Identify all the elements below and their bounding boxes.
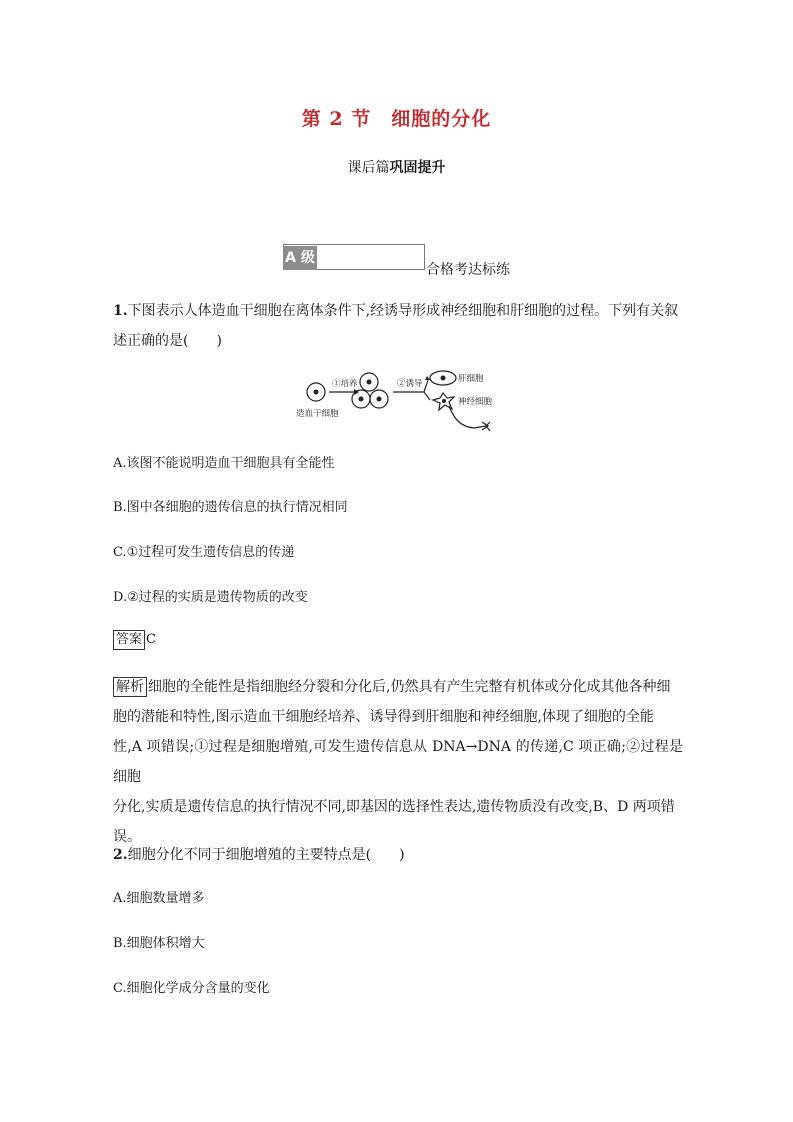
analysis-line: 分化,实质是遗传信息的执行情况不同,即基因的选择性表达,遗传物质没有改变,B、D 两项错 <box>113 799 675 815</box>
analysis-line <box>113 672 683 702</box>
analysis-line: 胞的潜能和特性,图示造血干细胞经培养、诱导得到肝细胞和神经细胞,体现了细胞的全能 <box>113 709 654 725</box>
question-1-answer <box>113 630 156 650</box>
question-1-stem-text-1: 下图表示人体造血干细胞在离体条件下,经诱导形成神经细胞和肝细胞的过程。下列有关叙 <box>127 303 679 319</box>
question-2-stem-text: 细胞分化不同于细胞增殖的主要特点是( ) <box>127 847 405 863</box>
question-2-stem <box>113 840 683 870</box>
question-2-option-a: A.细胞数量增多 <box>113 891 205 906</box>
question-1-stem-line-2: 述正确的是( ) <box>113 333 222 349</box>
page-subtitle <box>0 157 793 177</box>
level-text: 合格考达标练 <box>426 262 510 278</box>
label-nerve-cell: 神经细胞 <box>458 397 493 407</box>
question-1-option-c: C.①过程可发生遗传信息的传递 <box>113 545 295 560</box>
cell-differentiation-figure <box>296 364 516 440</box>
question-2-number: 2. <box>113 847 128 863</box>
axon-line <box>449 406 486 428</box>
analysis-label: 解析 <box>113 677 147 697</box>
analysis-line: 性,A 项错误;①过程是细胞增殖,可发生遗传信息从 DNA→DNA 的传递,C 项正确;②过程是细胞 <box>113 739 683 785</box>
subtitle-bold: 巩固提升 <box>389 160 446 176</box>
subtitle-prefix: 课后篇 <box>347 160 390 176</box>
label-stem-cell: 造血干细胞 <box>296 409 339 419</box>
level-tag: A 级 <box>283 246 317 270</box>
question-1-option-a: A.该图不能说明造血干细胞具有全能性 <box>113 456 335 471</box>
question-2-option-b: B.细胞体积增大 <box>113 936 205 951</box>
page-title: 第 2 节 细胞的分化 <box>301 108 492 130</box>
question-1-number: 1. <box>113 303 128 319</box>
question-2-option-c: C.细胞化学成分含量的变化 <box>113 981 270 996</box>
label-step-1: ①培养 <box>332 379 358 389</box>
analysis-line: 误。 <box>113 829 141 845</box>
question-1-option-b: B.图中各细胞的遗传信息的执行情况相同 <box>113 500 348 515</box>
answer-label: 答案 <box>113 630 145 650</box>
question-1-stem-line-1 <box>113 296 683 326</box>
answer-value: C <box>146 632 156 647</box>
label-step-2: ②诱导 <box>397 379 423 389</box>
analysis-text: 细胞的全能性是指细胞经分裂和分化后,仍然具有产生完整有机体或分化成其他各种细 <box>148 679 671 695</box>
label-liver-cell: 肝细胞 <box>458 374 484 384</box>
question-1-analysis <box>113 672 683 852</box>
question-1-option-d: D.②过程的实质是遗传物质的改变 <box>113 590 308 605</box>
